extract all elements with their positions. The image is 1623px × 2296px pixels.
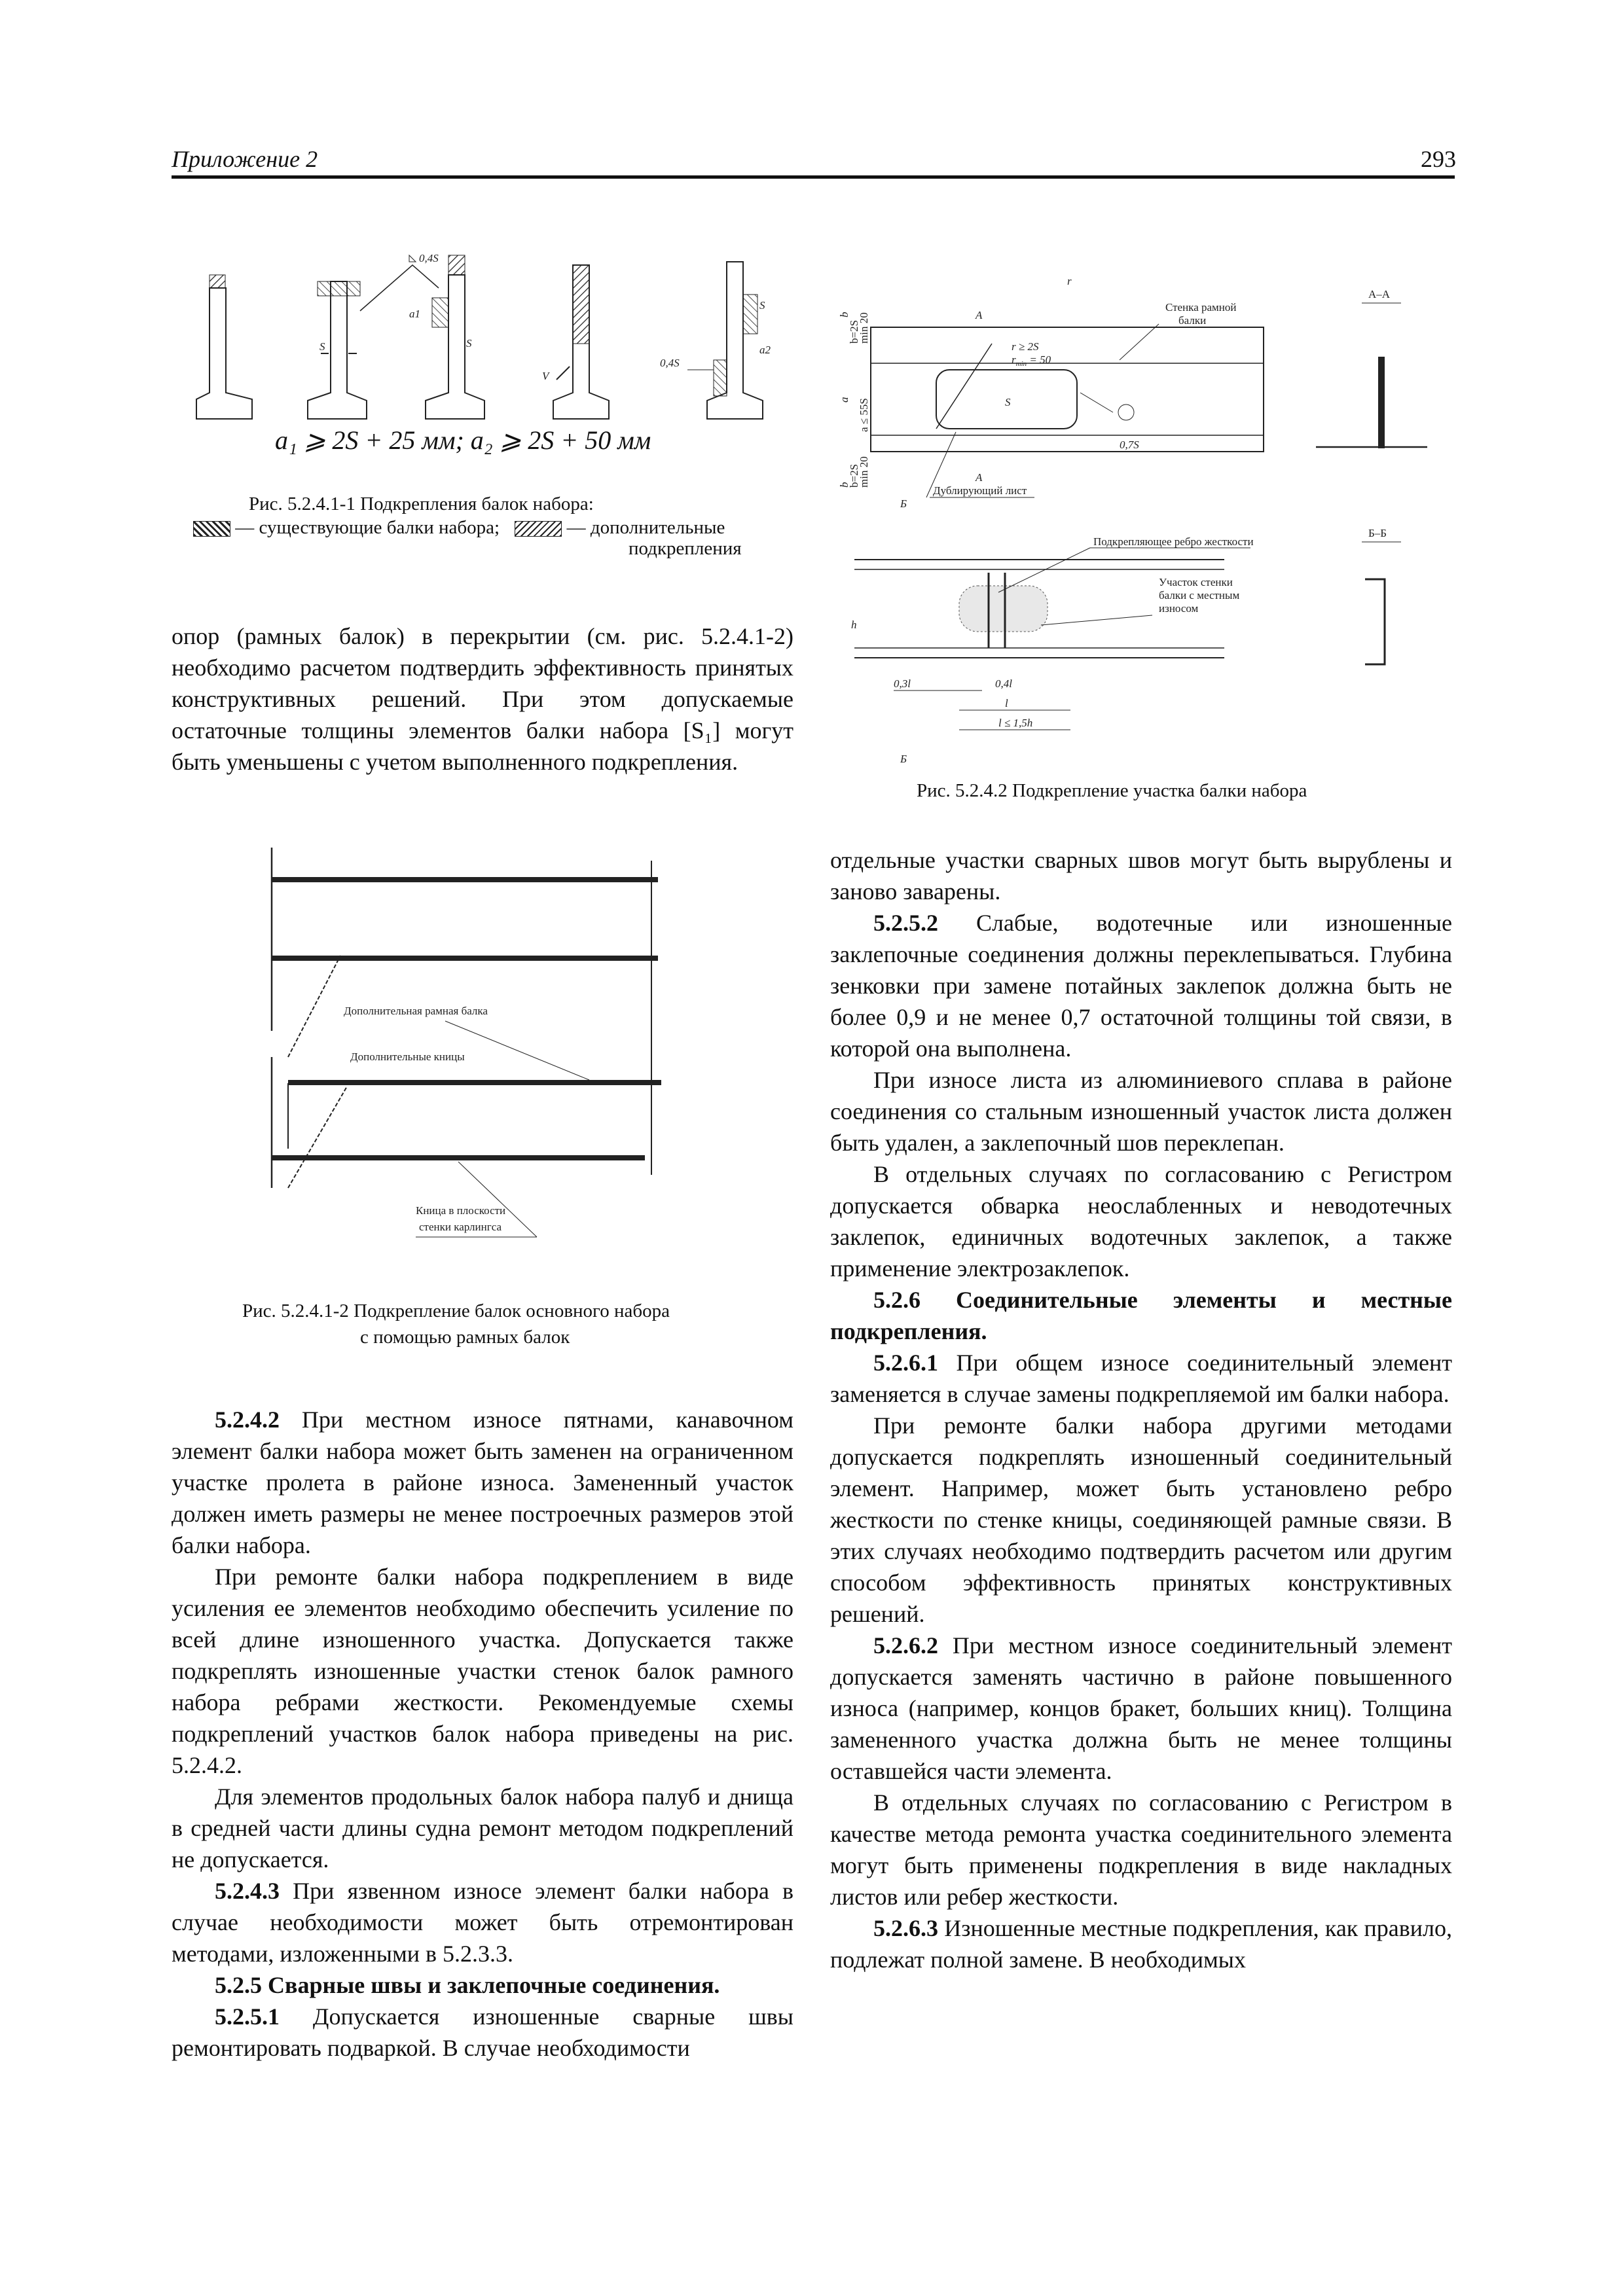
svg-text:h: h: [851, 619, 857, 631]
left-paragraph-7: 5.2.5.1 Допускается изношенные сварные швы ремонтировать подваркой. В случае необходимости: [172, 2003, 793, 2061]
svg-text:S: S: [759, 299, 765, 312]
legend-existing: — существующие балки набора;: [235, 517, 500, 538]
svg-text:стенки карлингса: стенки карлингса: [419, 1221, 501, 1233]
profile-5: [660, 262, 771, 419]
figure-1-caption: Рис. 5.2.4.1-1 Подкрепления балок набора:: [249, 493, 594, 514]
profile-bulb: [196, 275, 252, 419]
section-5-2-6-heading: 5.2.6 Соединительные элементы и местные подкрепления.: [830, 1287, 1452, 1344]
svg-text:балки: балки: [1178, 314, 1207, 327]
svg-text:Б: Б: [900, 753, 907, 765]
svg-text:b=2S: b=2S: [848, 319, 860, 344]
svg-text:b: b: [838, 312, 850, 317]
right-paragraph-10: 5.2.6.3 Изношенные местные подкрепления, как правило, подлежат полной замене. В необходимых: [830, 1915, 1452, 1973]
profile-3: [409, 255, 484, 419]
svg-text:Участок стенки: Участок стенки: [1159, 576, 1233, 588]
left-paragraph-1: опор (рамных балок) в перекрытии (см. рис. 5.2.4.1-2) необходимо расчетом подтвердить эффективность принятых конструктивных решений. При этом допускаемые остаточные толщины элементов балки набора [S₁] могут быть уменьшены с учетом выполненного подкрепления.: [172, 623, 793, 775]
svg-text:S: S: [319, 340, 325, 353]
figure-1-formula: a₁ ⩾ 2S + 25 мм; a₂ ⩾ 2S + 50 мм: [275, 425, 651, 455]
right-paragraph-2: 5.2.5.2 Слабые, водотечные или изношенные заклепочные соединения должны переклепываться. Глубина зенковки при замене потайных заклепок должна быть не более 0,9 и не менее 0,7 остаточной толщины той связи, в которой она выполнена.: [830, 910, 1452, 1062]
svg-text:0,7S: 0,7S: [1120, 439, 1139, 451]
figure-2-caption: Рис. 5.2.4.2 Подкрепление участка балки набора: [917, 780, 1307, 801]
svg-text:r ≥ 2S: r ≥ 2S: [1012, 340, 1039, 353]
right-paragraph-1: отдельные участки сварных швов могут быть вырублены и заново заварены.: [830, 847, 1452, 905]
svg-text:b: b: [838, 482, 850, 488]
svg-text:Кница в плоскости: Кница в плоскости: [416, 1204, 506, 1217]
profile-2: [308, 281, 367, 419]
left-column-top: [172, 620, 793, 778]
svg-text:min 20: min 20: [858, 456, 870, 488]
svg-text:Б: Б: [900, 497, 907, 510]
figure-5-2-4-1-1: [190, 249, 818, 419]
legend-hatch-added: [515, 521, 562, 537]
svg-text:Дополнительная рамная балка: Дополнительная рамная балка: [344, 1005, 488, 1017]
page-number: 293: [1421, 146, 1456, 172]
svg-text:a1: a1: [409, 308, 420, 320]
right-paragraph-3: При износе листа из алюминиевого сплава в районе соединения со стальным изношенный участок листа должен быть удален, а заклепочный шов переклепан.: [830, 1067, 1452, 1156]
svg-text:износом: износом: [1159, 602, 1199, 615]
svg-text:rmin = 50: $r_{min} = 50$: [1012, 353, 1051, 368]
svg-text:A–A: A–A: [1368, 288, 1391, 300]
legend-added-1: — дополнительные: [566, 517, 725, 538]
svg-text:Дублирующий лист: Дублирующий лист: [933, 484, 1027, 497]
svg-text:a: a: [838, 397, 850, 403]
profile-4: [542, 265, 609, 419]
svg-text:r: r: [1067, 275, 1072, 287]
legend-added-2: подкрепления: [629, 538, 742, 559]
svg-text:0,3l: 0,3l: [894, 677, 911, 690]
svg-text:l: l: [1005, 697, 1008, 709]
right-paragraph-9: В отдельных случаях по согласованию с Регистром в качестве метода ремонта участка соединительного элемента могут быть применены подкрепления в виде накладных листов или ребер жесткости.: [830, 1789, 1452, 1910]
figure-1-legend: [193, 517, 742, 559]
right-paragraph-6: 5.2.6.1 При общем износе соединительный элемент заменяется в случае замены подкрепляемой им балки набора.: [830, 1350, 1452, 1407]
legend-hatch-existing: [193, 521, 230, 537]
svg-text:S: S: [466, 337, 472, 350]
svg-text:0,4S: 0,4S: [660, 357, 680, 369]
right-paragraph-8: 5.2.6.2 При местном износе соединительный элемент допускается заменять частично в районе повышенного износа (например, концов бракет, больших книц). Толщина замененного участка должна быть не менее толщины оставшейся части элемента.: [830, 1632, 1452, 1784]
figure-3-caption-2: с помощью рамных балок: [360, 1327, 570, 1348]
figure-5-2-4-1-2: [262, 848, 681, 1280]
svg-text:A: A: [976, 471, 983, 484]
figure-3-caption-1: Рис. 5.2.4.1-2 Подкрепление балок основного набора: [242, 1300, 670, 1321]
svg-text:0,4S: 0,4S: [419, 252, 439, 264]
svg-text:балки с местным: балки с местным: [1159, 589, 1240, 601]
section-5-2-5-heading: 5.2.5 Сварные швы и заклепочные соединения.: [215, 1972, 720, 1998]
left-paragraph-5: 5.2.4.3 При язвенном износе элемент балки набора в случае необходимости может быть отремонтирован методами, изложенными в 5.2.3.3.: [172, 1878, 793, 1967]
left-paragraph-3: При ремонте балки набора подкреплением в виде усиления ее элементов необходимо обеспечить усиление по всей длине изношенного участка. Допускается также подкреплять изношенные участки стенок балок рамного набора ребрами жесткости. Рекомендуемые схемы подкреплений участков балок набора приведены на рис. 5.2.4.2.: [172, 1564, 793, 1778]
svg-text:a ≤ 55S: a ≤ 55S: [858, 398, 870, 432]
left-paragraph-2: 5.2.4.2 При местном износе пятнами, канавочном элемент балки набора может быть заменен на ограниченном участке пролета в районе износа. Замененный участок должен иметь размеры не менее построечных размеров этой балки набора.: [172, 1407, 793, 1558]
svg-text:Б–Б: Б–Б: [1368, 527, 1387, 539]
svg-text:V: V: [542, 370, 549, 382]
svg-text:0,4l: 0,4l: [995, 677, 1012, 690]
right-paragraph-4: В отдельных случаях по согласованию с Регистром допускается обварка неослабленных и неводотечных заклепок, единичных водотечных заклепок, а также применение электрозаклепок.: [830, 1161, 1452, 1282]
header-rule: [172, 175, 1455, 179]
svg-text:A: A: [976, 309, 983, 321]
left-paragraph-4: Для элементов продольных балок набора палуб и днища в средней части длины судна ремонт методом подкреплений не допускается.: [172, 1784, 793, 1873]
left-column-bottom: [172, 1404, 793, 2064]
svg-text:a2: a2: [759, 344, 771, 356]
svg-text:Дополнительные кницы: Дополнительные кницы: [350, 1050, 465, 1063]
svg-text:Подкрепляющее ребро жесткости: Подкрепляющее ребро жесткости: [1093, 535, 1254, 548]
svg-text:min 20: min 20: [858, 312, 870, 344]
right-paragraph-7: При ремонте балки набора другими методами допускается подкреплять изношенный соединительный элемент. Например, может быть установлено ребро жесткости по стенке кницы, соединяющей рамные связи. В этих случаях необходимо подтвердить расчетом или другим способом эффективность принятых конструктивных решений.: [830, 1412, 1452, 1627]
right-column: [830, 844, 1452, 1975]
svg-text:Стенка рамной: Стенка рамной: [1165, 301, 1237, 314]
running-header: Приложение 2: [172, 146, 318, 172]
svg-text:l ≤ 1,5h: l ≤ 1,5h: [998, 717, 1033, 729]
figure-5-2-4-2: [838, 272, 1453, 776]
svg-text:S: S: [1005, 396, 1011, 408]
svg-text:b=2S: b=2S: [848, 463, 860, 488]
